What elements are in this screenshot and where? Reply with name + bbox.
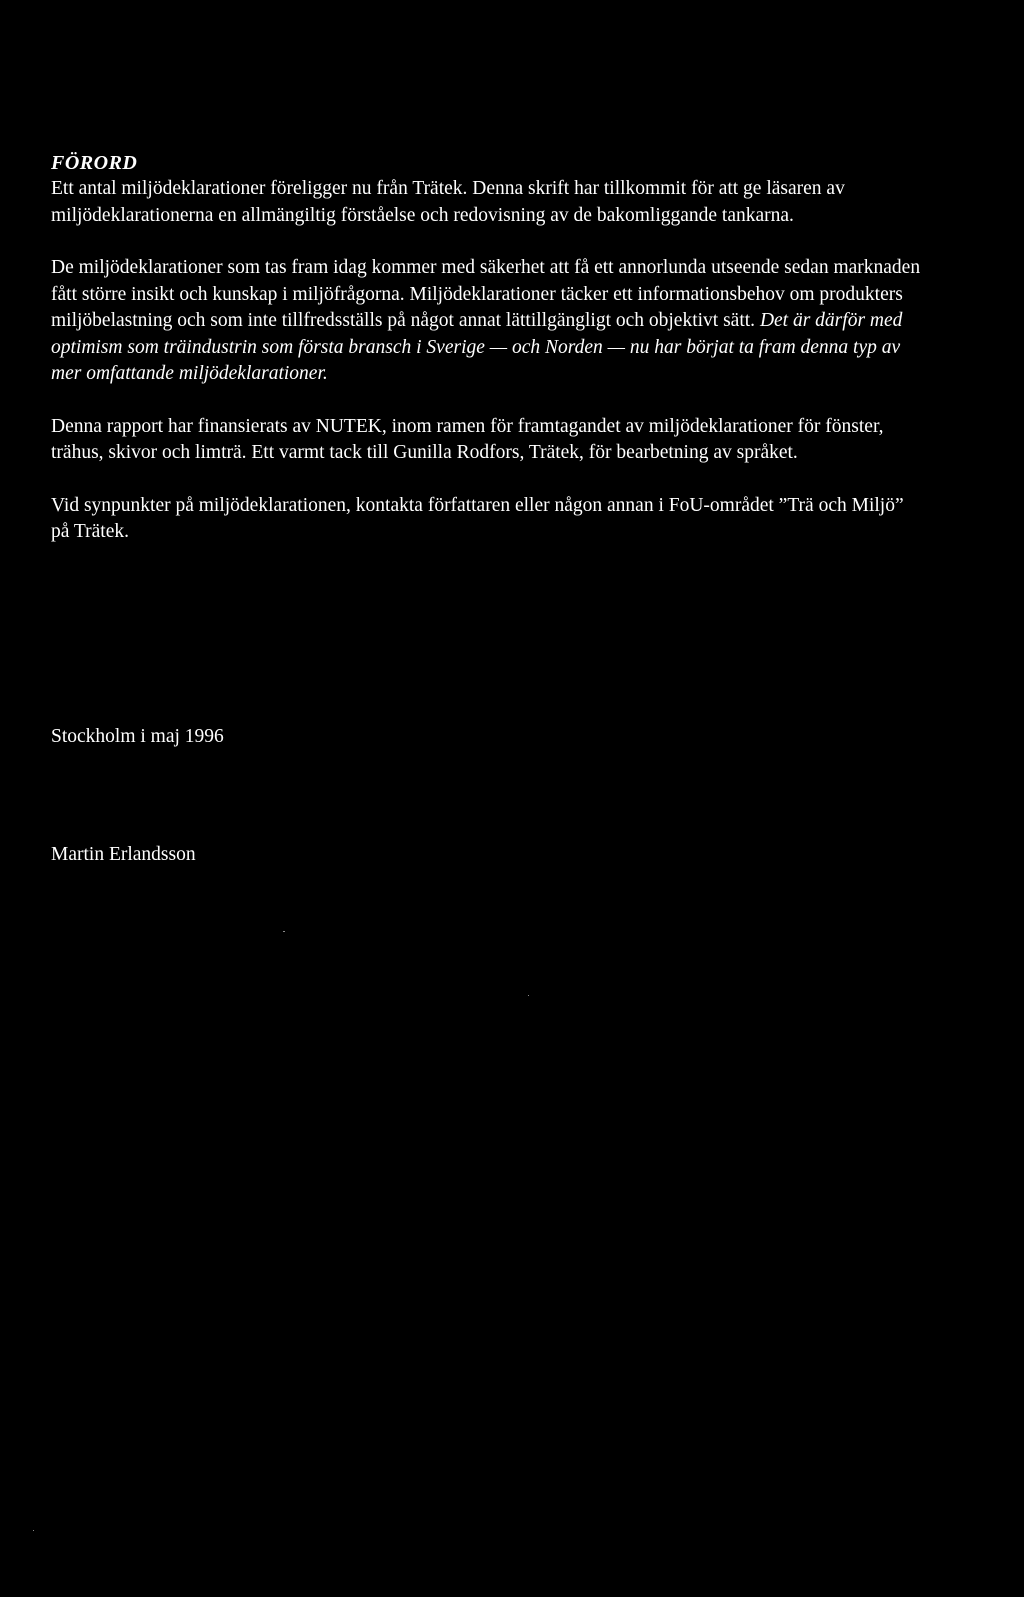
foreword-paragraph-intro: Ett antal miljödeklarationer föreligger nu från Trätek. Denna skrift har tillkommit för att ge läsaren av miljödeklarationerna en allmängiltig förståelse och redovisning av de bakomliggande tankarna.	[51, 178, 845, 226]
foreword-paragraph-contact: Vid synpunkter på miljödeklarationen, kontakta författaren eller någon annan i FoU-området ”Trä och Miljö” på Trätek.	[51, 494, 904, 542]
scan-speck	[528, 995, 529, 996]
place-and-date: Stockholm i maj 1996	[51, 726, 224, 747]
scan-speck	[283, 931, 285, 932]
paragraph-italic-text: Det är därför med optimism som träindustrin som första bransch i Sverige — och Norden — nu har börjat ta fram denna typ av mer omfattande miljödeklarationer.	[51, 310, 903, 384]
foreword-heading: FÖRORD	[51, 152, 138, 174]
paragraph-regular-text: De miljödeklarationer som tas fram idag kommer med säkerhet att få ett annorlunda utseende sedan marknaden fått större insikt och kunskap i miljöfrågorna. Miljödeklarationer täcker ett informationsbehov om produkters miljöbelastning och som inte tillfredsställs på något annat lättillgängligt och objektivt sätt.	[51, 257, 921, 331]
foreword-page	[51, 150, 921, 546]
foreword-paragraph-funding: Denna rapport har finansierats av NUTEK, inom ramen för framtagandet av miljödeklarationer för fönster, trähus, skivor och limträ. Ett varmt tack till Gunilla Rodfors, Trätek, för bearbetning av språket.	[51, 415, 884, 463]
author-signature: Martin Erlandsson	[51, 844, 196, 865]
scan-speck	[33, 1530, 34, 1531]
foreword-paragraph-declarations	[51, 255, 921, 388]
